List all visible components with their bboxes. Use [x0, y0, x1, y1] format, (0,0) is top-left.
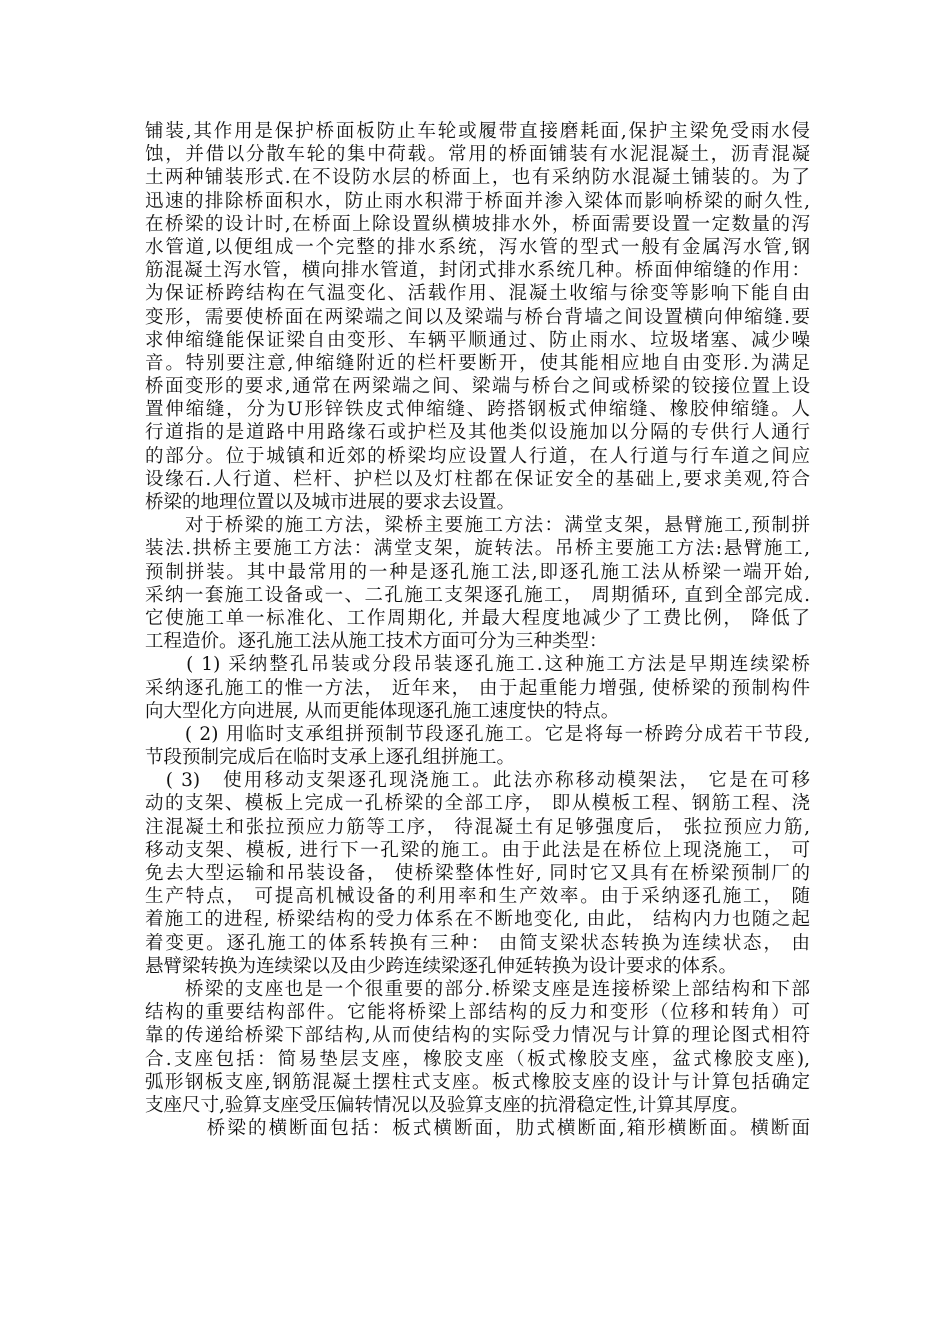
text-line: 铺装,其作用是保护桥面板防止车轮或履带直接磨耗面,保护主梁免受雨水侵	[145, 121, 810, 142]
text-line: 结构的重要结构部件。它能将桥梁上部结构的反力和变形（位移和转角）可	[145, 1002, 810, 1024]
text-line: 着变更。逐孔施工的体系转换有三种： 由简支梁状态转换为连续状态， 由	[145, 932, 810, 954]
text-line: 生产特点， 可提高机械设备的利用率和生产效率。由于采纳逐孔施工， 随	[145, 886, 810, 908]
text-line: 对于桥梁的施工方法，梁桥主要施工方法：满堂支架，悬臂施工,预制拼	[145, 515, 810, 537]
text-line: 求伸缩缝能保证梁自由变形、车辆平顺通过、防止雨水、垃圾堵塞、减少噪	[145, 329, 810, 351]
text-line: 着施工的进程, 桥梁结构的受力体系在不断地变化, 由此， 结构内力也随之起	[145, 909, 810, 931]
text-line: 在桥梁的设计时,在桥面上除设置纵横坡排水外，桥面需要设置一定数量的泻	[145, 213, 810, 235]
text-line: 弧形钢板支座,钢筋混凝土摆柱式支座。板式橡胶支座的设计与计算包括确定	[145, 1071, 810, 1093]
text-line: 的部分。位于城镇和近郊的桥梁均应设置人行道，在人行道与行车道之间应	[145, 445, 810, 467]
text-line: 土两种铺装形式.在不设防水层的桥面上，也有采纳防水混凝土铺装的。为了	[145, 167, 810, 189]
text-line: 桥梁的横断面包括：板式横断面，肋式横断面,箱形横断面。横断面	[145, 1118, 810, 1140]
text-line: ( 3) 使用移动支架逐孔现浇施工。此法亦称移动模架法， 它是在可移	[145, 770, 810, 792]
text-line: 音。特别要注意,伸缩缝附近的栏杆要断开，使其能相应地自由变形.为满足	[145, 352, 810, 374]
text-line: 桥面变形的要求,通常在两梁端之间、梁端与桥台之间或桥梁的铰接位置上设	[145, 376, 810, 398]
text-line: 桥梁的地理位置以及城市进展的要求去设置。	[145, 492, 516, 513]
text-line: 行道指的是道路中用路缘石或护栏及其他类似设施加以分隔的专供行人通行	[145, 422, 810, 444]
text-line: 采纳一套施工设备或一、二孔施工支架逐孔施工， 周期循环, 直到全部完成.	[145, 584, 810, 606]
document-body-text	[145, 120, 810, 1140]
text-line: 节段预制完成后在临时支承上逐孔组拼施工。	[145, 747, 516, 769]
text-line: 筋混凝土泻水管，横向排水管道，封闭式排水系统几种。桥面伸缩缝的作用：	[145, 260, 810, 282]
text-line: 靠的传递给桥梁下部结构,从而使结构的实际受力情况与计算的理论图式相符	[145, 1025, 810, 1047]
text-line: 置伸缩缝，分为U形锌铁皮式伸缩缝、跨搭钢板式伸缩缝、橡胶伸缩缝。人	[145, 399, 810, 421]
text-line: 预制拼装。其中最常用的一种是逐孔施工法,即逐孔施工法从桥梁一端开始,	[145, 561, 810, 583]
text-line: 它使施工单一标准化、工作周期化, 并最大程度地减少了工费比例， 降低了	[145, 607, 810, 629]
text-line: 动的支架、模板上完成一孔桥梁的全部工序， 即从模板工程、钢筋工程、浇	[145, 793, 810, 815]
text-line: 支座尺寸,验算支座受压偏转情况以及验算支座的抗滑稳定性,计算其厚度。	[145, 1094, 749, 1116]
text-line: 装法.拱桥主要施工方法：满堂支架，旋转法。吊桥主要施工方法:悬臂施工,	[145, 538, 810, 560]
text-line: 设缘石.人行道、栏杆、护栏以及灯柱都在保证安全的基础上,要求美观,符合	[145, 468, 810, 490]
text-line: 移动支架、模板, 进行下一孔梁的施工。由于此法是在桥位上现浇施工， 可	[145, 839, 810, 861]
text-line: 悬臂梁转换为连续梁以及由少跨连续梁逐孔伸延转换为设计要求的体系。	[145, 955, 738, 977]
text-line: 桥梁的支座也是一个很重要的部分.桥梁支座是连接桥梁上部结构和下部	[145, 978, 810, 1000]
text-line: 变形，需要使桥面在两梁端之间以及梁端与桥台背墙之间设置横向伸缩缝.要	[145, 306, 810, 328]
text-line: ( 1) 采纳整孔吊装或分段吊装逐孔施工.这种施工方法是早期连续梁桥	[145, 654, 810, 676]
text-line: 为保证桥跨结构在气温变化、活载作用、混凝土收缩与徐变等影响下能自由	[145, 283, 810, 305]
text-line: 向大型化方向进展, 从而更能体现逐孔施工速度快的特点。	[145, 700, 620, 722]
text-line: 免去大型运输和吊装设备， 使桥梁整体性好, 同时它又具有在桥梁预制厂的	[145, 863, 810, 884]
text-line: 水管道,以便组成一个完整的排水系统，泻水管的型式一般有金属泻水管,钢	[145, 236, 810, 258]
text-line: ( 2) 用临时支承组拼预制节段逐孔施工。它是将每一桥跨分成若干节段,	[145, 723, 810, 745]
text-line: 采纳逐孔施工的惟一方法， 近年来， 由于起重能力增强, 使桥梁的预制构件	[145, 677, 810, 699]
text-line: 注混凝土和张拉预应力筋等工序， 待混凝土有足够强度后， 张拉预应力筋,	[145, 816, 810, 838]
text-line: 工程造价。逐孔施工法从施工技术方面可分为三种类型：	[145, 631, 608, 653]
text-line: 合.支座包括：简易垫层支座，橡胶支座（板式橡胶支座，盆式橡胶支座),	[145, 1048, 810, 1070]
text-line: 蚀，并借以分散车轮的集中荷载。常用的桥面铺装有水泥混凝土，沥青混凝	[145, 144, 810, 166]
text-line: 迅速的排除桥面积水，防止雨水积滞于桥面并渗入梁体而影响桥梁的耐久性,	[145, 190, 810, 212]
